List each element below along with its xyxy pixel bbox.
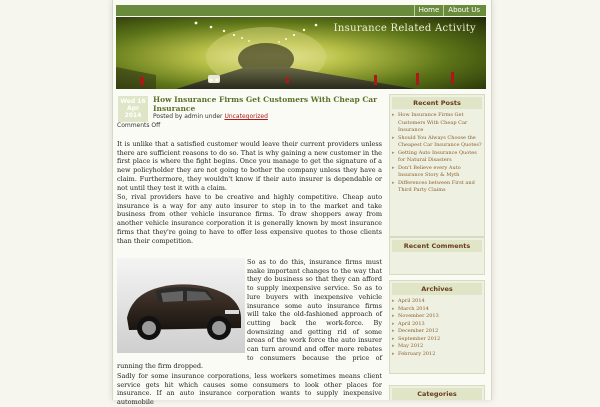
post-meta-prefix: Posted by admin under [153,113,223,120]
archive-link[interactable] [392,343,482,351]
comments-status: Comments Off [117,122,161,129]
post-date-badge [118,96,148,122]
recent-post-label[interactable]: Differences between First and Third Party Claims [398,179,475,193]
post-date-year: 2014 [124,112,142,119]
recent-post-label[interactable]: Should You Always Choose the Cheapest Car Insurance Quotes? [398,134,482,148]
bullet-icon: ▸ [392,164,395,171]
nav-link-home[interactable]: Home [414,5,444,16]
bullet-icon: ▸ [392,112,395,118]
archives-title: Archives [392,283,482,295]
archive-label[interactable]: December 2012 [398,328,439,334]
nav-link-about-us[interactable]: About Us [443,5,484,16]
recent-post-link[interactable] [392,179,482,195]
archive-label[interactable]: April 2014 [398,298,425,304]
recent-comments-title: Recent Comments [392,240,482,252]
archive-label[interactable]: May 2012 [398,343,424,349]
archive-link[interactable] [392,313,482,321]
bullet-icon: ▸ [392,149,395,156]
post-date-day: Wed 16 [120,98,146,105]
post-paragraph: So, rival providers have to be creative and highly competitive. Cheap auto insurance is a way for any auto insurer to step in to the market and take business from other vehicle insurance firms. To draw shoppers away from another vehicle insurance corporation it is generally known by most insurance firms that they're going to have to offer less expensive quotes to those clients than their competition. [117,193,382,245]
top-navigation [116,5,486,16]
post-date-month: Apr [127,105,139,112]
car-image [117,258,245,353]
archives-widget [389,280,485,374]
archive-label[interactable]: September 2012 [398,335,441,342]
archive-label[interactable]: February 2012 [398,350,436,357]
recent-post-label[interactable]: Getting Auto Insurance Quotes for Natural Disasters [398,149,477,163]
archive-link[interactable] [392,305,482,314]
bullet-icon: ▸ [392,305,395,312]
bullet-icon: ▸ [392,350,395,357]
archive-link[interactable] [392,350,482,359]
bullet-icon: ▸ [392,343,395,349]
bullet-icon: ▸ [392,134,395,141]
recent-post-link[interactable] [392,112,482,135]
bullet-icon: ▸ [392,335,395,342]
bullet-icon: ▸ [392,179,395,186]
post-paragraph-text: So as to do this, insurance firms must make important changes to the way that they do business so that they can afford to supply inexpensive service. So as to lure buyers with inexpensive vehicle insurance some auto insurance firms will take the old-fashioned approach of cutting back the work-force. By downsizing and getting rid of some areas of the work force the auto insurer can turn around and offer more rebates to consumers because the price of running the firm dropped. [117,258,382,371]
archive-link[interactable] [392,328,482,336]
archive-link[interactable] [392,298,482,306]
category-link[interactable]: Uncategorized [224,113,268,120]
archive-link[interactable] [392,320,482,329]
recent-posts-widget [389,94,485,237]
bullet-icon: ▸ [392,320,395,327]
archive-label[interactable]: November 2013 [398,313,439,319]
post-paragraph: It is unlike that a satisfied customer would leave their current providers unless there are sufficient reasons to do so. That is why gaining a new customer in the first place is where the fight begins. Once you manage to get the signature of a new policyholder they are not going to bother the company unless they have a claim. Furthermore, they wouldn't know if their auto insurer is dependable or not until they test it with a claim. [117,140,382,192]
categories-widget [389,385,485,400]
categories-title: Categories [392,388,482,400]
recent-comments-widget [389,237,485,275]
recent-post-link[interactable] [392,134,482,150]
recent-post-link[interactable] [392,164,482,180]
recent-post-label[interactable]: Don't Believe every Auto Insurance Story & Myth [398,164,461,178]
bullet-icon: ▸ [392,298,395,304]
bullet-icon: ▸ [392,328,395,334]
recent-posts-list [390,109,484,195]
archive-label[interactable]: April 2013 [398,320,425,327]
recent-post-link[interactable] [392,149,482,165]
archives-list [390,295,484,358]
recent-posts-title: Recent Posts [392,97,482,109]
recent-post-label[interactable]: How Insurance Firms Get Customers With Cheap Car Insurance [398,112,468,133]
post-meta [153,113,268,120]
archive-label[interactable]: March 2014 [398,305,429,312]
archive-link[interactable] [392,335,482,344]
site-title[interactable]: Insurance Related Activity [333,23,476,34]
bullet-icon: ▸ [392,313,395,319]
post-title-link[interactable]: How Insurance Firms Get Customers With Cheap Car Insurance [153,95,378,113]
header-banner [116,17,486,89]
post-paragraph: Sadly for some insurance corporations, less workers sometimes means client service gets hit which causes some consumers to look other places for insurance. If an auto insurance corporation wants to supply inexpensive automobile [117,372,382,407]
